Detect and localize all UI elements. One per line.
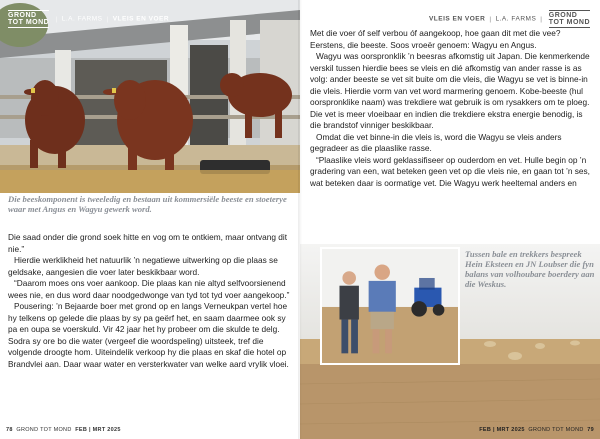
- farm-name: L.A. FARMS: [495, 15, 537, 23]
- footer-issue: FEB | MRT 2025: [75, 427, 121, 433]
- cattle-photo: [0, 0, 300, 193]
- footer-issue: FEB | MRT 2025: [479, 427, 525, 433]
- paragraph: Hierdie werklikheid het natuurlik ’n negatiewe uitwerking op die plaas se geldsake, aangesien die voer later beskikbaar word.: [8, 255, 278, 277]
- right-footer: [479, 427, 594, 433]
- left-footer: [6, 427, 121, 433]
- right-page: [300, 0, 600, 439]
- farmers-inset-photo: [320, 247, 460, 365]
- section-name: VLEIS EN VOER: [112, 15, 170, 23]
- magazine-logo: GROND TOT MOND: [8, 12, 50, 26]
- photo-caption-left: Die beeskomponent is tweeledig en bestaan uit kommersiële beeste en stoeterye waar met Angus en Wagyu gewerk word.: [8, 194, 287, 214]
- paragraph: Omdat die vet binne-in die vleis is, word die Wagyu se vleis anders gegradeer as die plaaslike rasse.: [310, 131, 562, 153]
- photo-caption-right: Tussen bale en trekkers bespreek Hein Eksteen en JN Loubser die fyn balans van volhoubare boerdery aan die Weskus.: [465, 249, 595, 289]
- paragraph: Pousering: ’n Bejaarde boer met grond op en langs Verneukpan vertel hoe hy telkens op gelede die plaas by sy pa geërf het, en saam daarmee ook sy pa en oupa se voerskuld. Vir 42 jaar het hy probeer om die skulde te delg. Sodra sy ore bo die water (vergeef die woordspeling) uitsteek, tref die volgende droogte hom. Uiteindelik verkoop hy die plaas en skaf die hotel op Brandvlei aan. Daar waar water en versterkwater van welke aard vrylik vloei.: [8, 301, 289, 369]
- page-number: 78: [6, 427, 13, 433]
- left-body-text: [8, 232, 293, 370]
- paragraph: “Plaaslike vleis word geklassifiseer op ouderdom en vet. Hulle begin op ’n gradering van een, wat beteken geen vet op die vleis nie, en gaan tot ’n ses, wat beteken daar is oormatige vet. Die Wagyu werk heeltemal anders en: [310, 154, 590, 188]
- left-header: GROND TOT MOND | L.A. FARMS | VLEIS EN VOER: [8, 12, 170, 26]
- paragraph: “Daarom moes ons voer aankoop. Die plaas kan nie altyd selfvoorsienend wees nie, en dus word daar noodgedwonge van tyd tot tyd voer aangekoop.”: [8, 278, 290, 300]
- footer-magazine: GROND TOT MOND: [16, 427, 72, 433]
- section-name: VLEIS EN VOER: [428, 15, 486, 23]
- spine-gutter: [298, 0, 302, 439]
- footer-magazine: GROND TOT MOND: [528, 427, 584, 433]
- paragraph: Die saad onder die grond soek hitte en vog om te ontkiem, maar ontvang dit nie.”: [8, 232, 288, 254]
- farm-name: L.A. FARMS: [61, 15, 103, 23]
- right-header: VLEIS EN VOER | L.A. FARMS | GROND TOT MOND: [428, 12, 590, 26]
- paragraph: Met die voer óf self verbou óf aangekoop, hoe gaan dit met die vee? Eerstens, die beeste. Soos vroeër genoem: Wagyu en Angus.: [310, 28, 561, 50]
- paragraph: Wagyu was oorspronklik ’n beesras afkomstig uit Japan. Die kenmerkende verskil tussen hierdie bees se vleis en dié afkomstig van ander rasse is as volg: ander beeste se vet sit buite om die vleis, die Wagyu se vet is binne-in die vleis. Hierdie vorm van vet word marmering genoem. Kobe-beeste (hul oorspronklike naam) was trekdiere wat gebruik is om rysakkers om te ploeg. Die vet is meer vloeibaar en indien die trekdiere ekstra energie benodig, is die brandstof vinniger beskikbaar.: [310, 51, 590, 130]
- page-number: 79: [587, 427, 594, 433]
- right-body-text: [310, 28, 592, 189]
- magazine-logo: GROND TOT MOND: [548, 12, 590, 26]
